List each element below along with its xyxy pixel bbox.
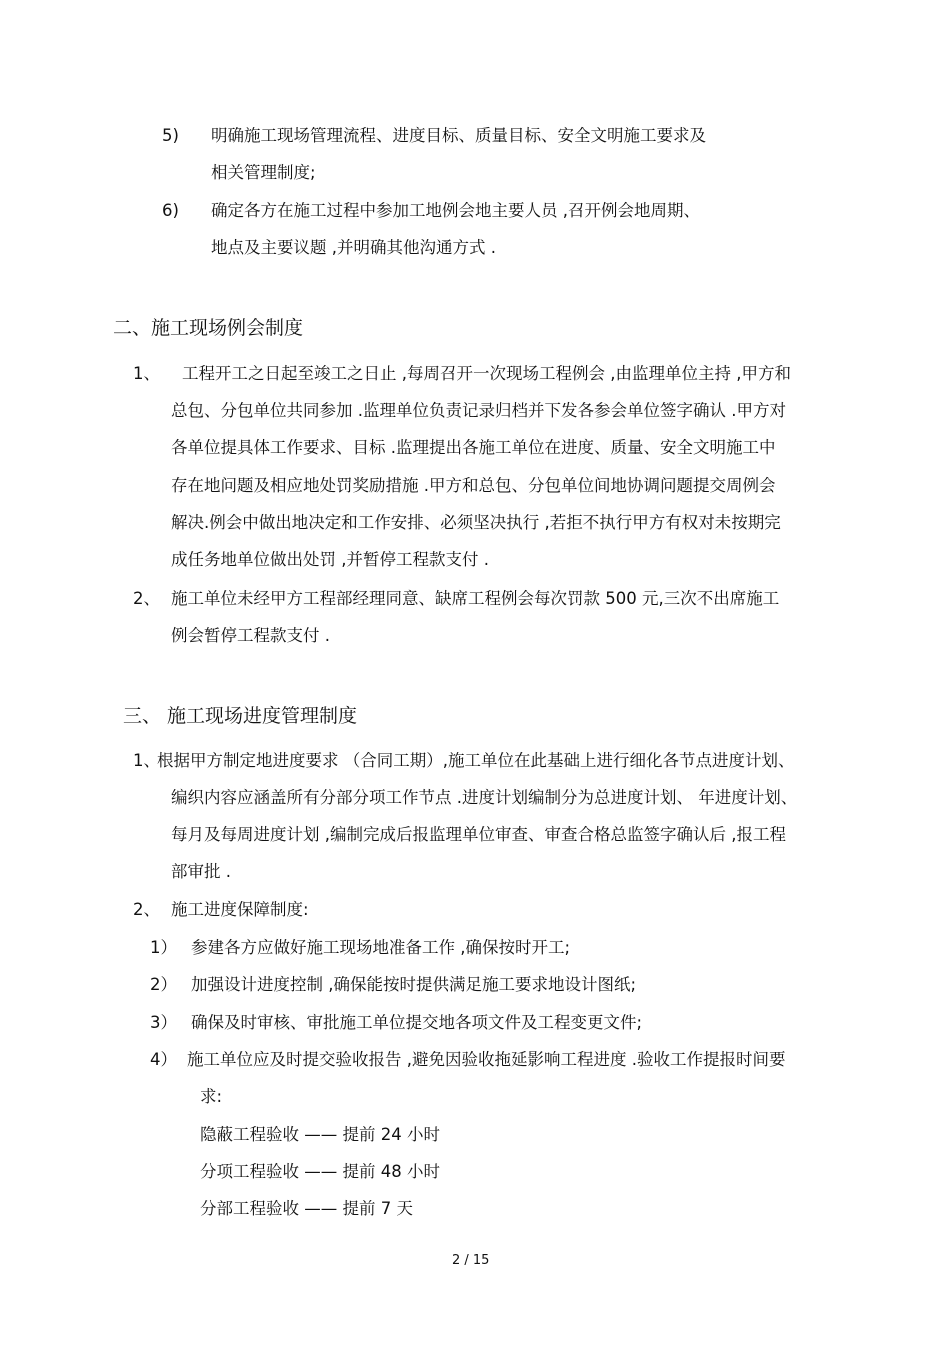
list-item-text: 加强设计进度控制 ,确保能按时提供满足施工要求地设计图纸; [191, 975, 637, 994]
list-item-text: 求: [200, 1087, 223, 1106]
list-number: 2、 [133, 589, 160, 608]
list-item-text: 明确施工现场管理流程、进度目标、质量目标、安全文明施工要求及 [211, 126, 706, 145]
list-item-text: 确定各方在施工过程中参加工地例会地主要人员 ,召开例会地周期、 [211, 201, 700, 220]
paragraph-line: 总包、分包单位共同参加 .监理单位负责记录归档并下发各参会单位签字确认 .甲方对 [171, 401, 786, 420]
list-number: 1） [150, 938, 177, 957]
list-number: 1、 [133, 751, 160, 770]
list-number: 2、 [133, 900, 160, 919]
list-number: 2） [150, 975, 177, 994]
acceptance-line: 隐蔽工程验收 —— 提前 24 小时 [200, 1125, 440, 1144]
section-heading: 三、 施工现场进度管理制度 [123, 705, 358, 727]
paragraph-line: 根据甲方制定地进度要求 （合同工期）,施工单位在此基础上进行细化各节点进度计划、 [157, 751, 795, 770]
list-number: 6) [162, 201, 179, 220]
paragraph-line: 各单位提具体工作要求、目标 .监理提出各施工单位在进度、质量、安全文明施工中 [171, 438, 776, 457]
list-number: 3） [150, 1013, 177, 1032]
paragraph-line: 例会暂停工程款支付 . [171, 626, 330, 645]
paragraph-line: 施工进度保障制度: [171, 900, 309, 919]
paragraph-line: 解决.例会中做出地决定和工作安排、必须坚决执行 ,若拒不执行甲方有权对未按期完 [171, 513, 781, 532]
paragraph-line: 每月及每周进度计划 ,编制完成后报监理单位审查、审查合格总监签字确认后 ,报工程 [171, 825, 786, 844]
list-item-text: 相关管理制度; [211, 163, 316, 182]
paragraph-line: 工程开工之日起至竣工之日止 ,每周召开一次现场工程例会 ,由监理单位主持 ,甲方和 [182, 364, 791, 383]
page-number: 2 / 15 [452, 1253, 490, 1268]
list-number: 5) [162, 126, 179, 145]
paragraph-line: 存在地问题及相应地处罚奖励措施 .甲方和总包、分包单位间地协调问题提交周例会 [171, 476, 776, 495]
paragraph-line: 成任务地单位做出处罚 ,并暂停工程款支付 . [171, 550, 489, 569]
list-item-text: 参建各方应做好施工现场地准备工作 ,确保按时开工; [191, 938, 571, 957]
paragraph-line: 编织内容应涵盖所有分部分项工作节点 .进度计划编制分为总进度计划、 年进度计划、 [171, 788, 798, 807]
list-number: 1、 [133, 364, 160, 383]
list-number: 4） [150, 1050, 177, 1069]
acceptance-line: 分项工程验收 —— 提前 48 小时 [200, 1162, 440, 1181]
list-item-text: 地点及主要议题 ,并明确其他沟通方式 . [211, 238, 496, 257]
list-item-text: 确保及时审核、审批施工单位提交地各项文件及工程变更文件; [191, 1013, 643, 1032]
acceptance-line: 分部工程验收 —— 提前 7 天 [200, 1199, 413, 1218]
section-heading: 二、施工现场例会制度 [113, 317, 304, 339]
paragraph-line: 施工单位未经甲方工程部经理同意、缺席工程例会每次罚款 500 元,三次不出席施工 [171, 589, 780, 608]
paragraph-line: 部审批 . [171, 862, 231, 881]
list-item-text: 施工单位应及时提交验收报告 ,避免因验收拖延影响工程进度 .验收工作提报时间要 [187, 1050, 786, 1069]
